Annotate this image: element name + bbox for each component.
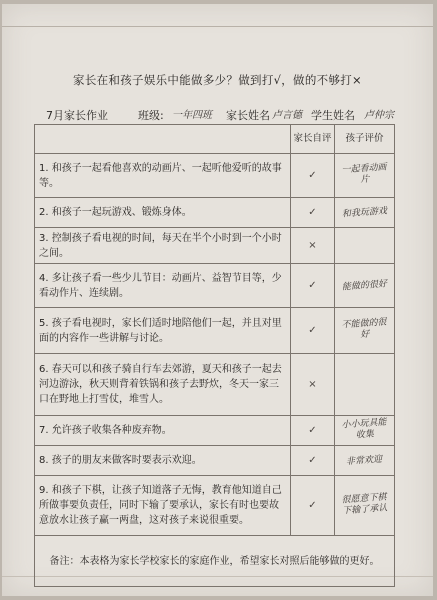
parent-mark: ✓: [291, 198, 335, 228]
student-name-value: 卢仲宗: [364, 110, 394, 121]
parent-mark: ×: [291, 354, 335, 416]
parent-name-label: 家长姓名: [226, 109, 270, 122]
class-value: 一年四班: [172, 110, 212, 121]
item-text: 5. 孩子看电视时，家长们适时地陪他们一起，并且对里面的内容作一些讲解与讨论。: [35, 308, 291, 354]
page-title: 家长在和孩子娱乐中能做多少？做到打√，做的不够打×: [73, 73, 362, 87]
table-row: [35, 446, 395, 476]
header-parent-eval: 家长自评: [291, 125, 335, 154]
footer-row: [35, 536, 395, 587]
info-line: [46, 103, 431, 125]
table-row: [35, 308, 395, 354]
footer-note: 备注：本表格为家长学校家长的家庭作业，希望家长对照后能够做的更好。: [35, 536, 395, 587]
table-row: [35, 416, 395, 446]
table-row: [35, 476, 395, 536]
table-row: [35, 154, 395, 198]
table-row: [35, 354, 395, 416]
class-label: 班级:: [138, 109, 164, 122]
header-blank: [35, 125, 291, 154]
parent-mark: ✓: [291, 446, 335, 476]
homework-sheet: [2, 4, 433, 596]
parent-mark: ✓: [291, 416, 335, 446]
homework-table: [34, 124, 395, 587]
table-header-row: [35, 125, 395, 154]
item-text: 6. 春天可以和孩子骑自行车去郊游，夏天和孩子一起去河边游泳，秋天则背着铁锅和孩子去野炊，冬天一家三口在野地上打雪仗，堆雪人。: [35, 354, 291, 416]
item-text: 8. 孩子的朋友来做客时要表示欢迎。: [35, 446, 291, 476]
item-text: 2. 和孩子一起玩游戏、锻炼身体。: [35, 198, 291, 228]
item-text: 9. 和孩子下棋，让孩子知道落子无悔，教育他知道自己所做事要负责任，同时下输了要承认，家长有时也要故意放水让孩子赢一两盘，这对孩子来说很重要。: [35, 476, 291, 536]
item-text: 3. 控制孩子看电视的时间，每天在半个小时到一个小时之间。: [35, 228, 291, 264]
table-row: [35, 264, 395, 308]
child-note: 能做的很好: [341, 279, 388, 293]
child-note: 和我玩游戏: [341, 206, 388, 220]
parent-name-value: 卢言德: [272, 110, 302, 121]
parent-mark: ✓: [291, 154, 335, 198]
parent-mark: ×: [291, 228, 335, 264]
item-text: 4. 多让孩子看一些少儿节目：动画片、益智节目等，少看动作片、连续剧。: [35, 264, 291, 308]
student-name-label: 学生姓名: [311, 109, 355, 122]
child-note: 非常欢迎: [346, 454, 383, 468]
header-child-eval: 孩子评价: [335, 125, 395, 154]
child-note: 不能做的很好: [341, 317, 387, 341]
table-row: [35, 228, 395, 264]
item-text: 7. 允许孩子收集各种废弃物。: [35, 416, 291, 446]
parent-mark: ✓: [291, 476, 335, 536]
homework-label: 7月家长作业: [46, 109, 108, 122]
child-note: 很愿意下棋下输了承认: [341, 492, 388, 517]
parent-mark: ✓: [291, 264, 335, 308]
child-note: 一起看动画片: [341, 162, 387, 186]
item-text: 1. 和孩子一起看他喜欢的动画片、一起听他爱听的故事等。: [35, 154, 291, 198]
parent-mark: ✓: [291, 308, 335, 354]
fold-line: [2, 26, 433, 27]
table-row: [35, 198, 395, 228]
child-note: 小小玩具能收集: [341, 417, 387, 441]
